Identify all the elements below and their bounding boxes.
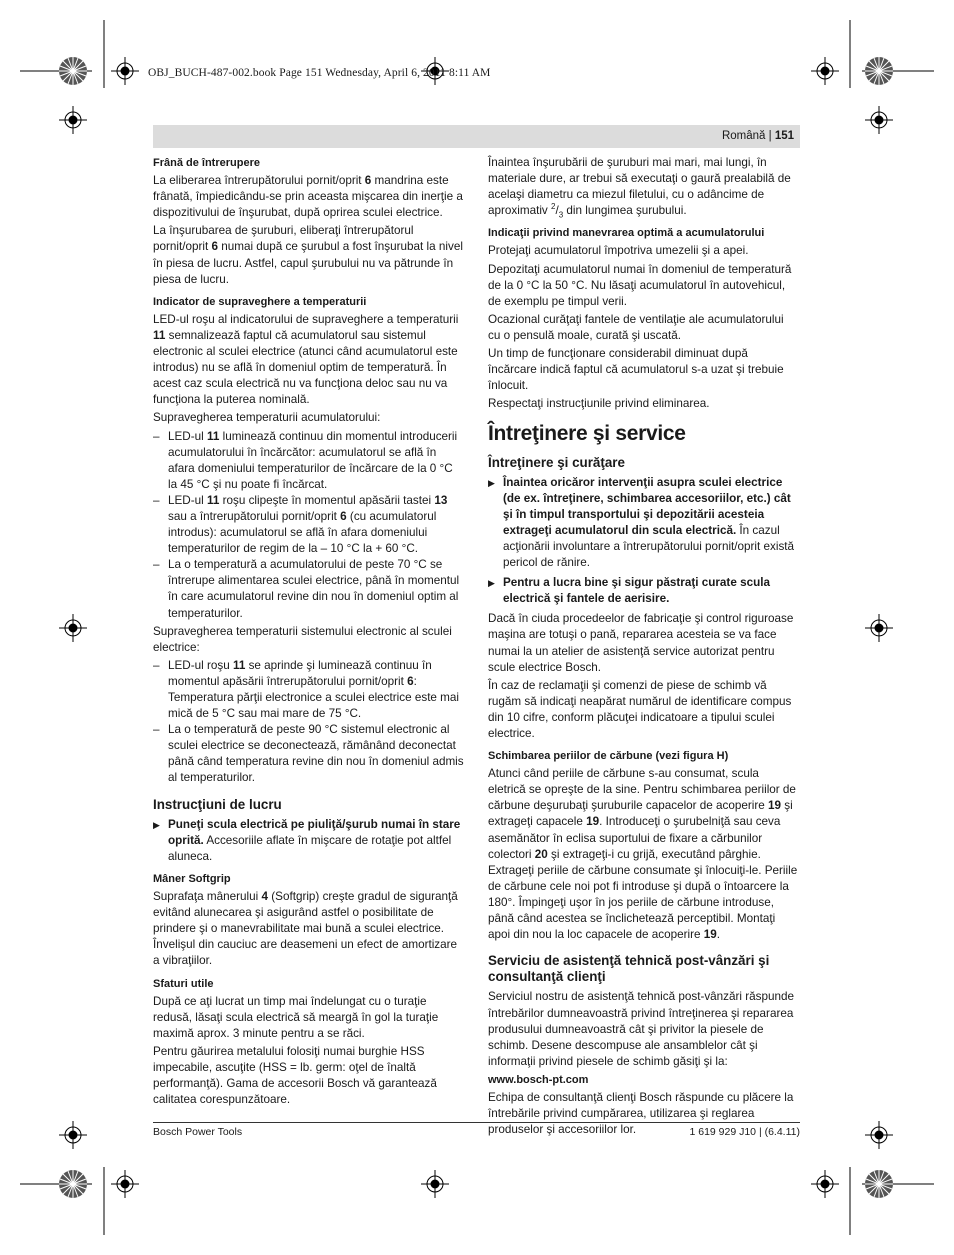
paragraph: Supravegherea temperaturii acumulatorului:: [153, 411, 381, 425]
section-subtitle: Mâner Softgrip: [153, 872, 231, 885]
starburst-icon: [865, 57, 893, 85]
print-slug: OBJ_BUCH-487-002.book Page 151 Wednesday, April 6, 2011 8:11 AM: [148, 67, 491, 79]
paragraph: Respectaţi instrucţiunile privind eliminarea.: [488, 397, 710, 411]
warning-item: ▶ Înaintea oricăror intervenţii asupra sculei electrice (de ex. întreţinere, schimbarea accesoriilor, etc.) cât şi în timpul transportului şi depozitării acesteia extrageţi acumulatorul din scula electrică. În cazul acţionării involuntare a întrerupătorului pornit/oprit există pericol de rănire.: [488, 475, 795, 570]
paragraph: LED-ul roşu al indicatorului de supraveghere a temperaturii 11 semnalizează faptul că acumulatorul sau sistemul electronic al sculei electrice (atunci când acumulatorul este introdus) nu se află în domeniul optim de temperatură. În acest caz scula electrică nu va funcţiona deloc sau nu va funcţiona la puterea nominală.: [153, 312, 459, 407]
list-item: – La o temperatură de peste 90 °C sistemul electronic al sculei electrice se deconectează, rămânând deconectat până când temperatura revine din nou în domeniul admis al temperaturilor.: [153, 723, 464, 785]
section-subtitle: Sfaturi utile: [153, 977, 214, 990]
starburst-icon: [59, 57, 87, 85]
paragraph: Depozitaţi acumulatorul numai în domeniul de temperatură de la 0 °C la 50 °C. Nu lăsaţi acumulatorul în autovehicul, de exemplu pe timpul verii.: [488, 262, 792, 308]
chapter-title: Întreţinere şi service: [488, 422, 686, 446]
crosshair-icon: [111, 57, 139, 85]
section-subtitle: Frână de întrerupere: [153, 157, 260, 169]
list-item: – LED-ul roşu 11 se aprinde şi luminează continuu în momentul apăsării întrerupătorului pornit/oprit 6: Temperatura părţii electronice a sculei electrice este mai mică de 5 °C sau mai mare de 75 °C.: [153, 658, 460, 721]
crosshair-icon: [59, 614, 87, 642]
paragraph: Ocazional curăţaţi fantele de ventilaţie ale acumulatorului cu o pensulă moale, curată şi uscată.: [488, 312, 784, 342]
paragraph: Protejaţi acumulatorul împotriva umezelii şi a apei.: [488, 244, 749, 258]
crosshair-icon: [811, 1170, 839, 1198]
header-language-page: [722, 130, 794, 142]
paragraph: Înaintea înşurubării de şuruburi mai mari, mai lungi, în materiale dure, ar trebui să executaţi o gaură prealabilă de acelaşi diametru ca miezul filetului, cu o adâncime de aproximativ $^2/_3$ din lungimea şurubului.: [488, 156, 791, 220]
paragraph: Echipa de consultanţă clienţi Bosch răspunde cu plăcere la întrebările privind cumpărarea, utilizarea şi reglarea produselor şi accesoriilor lor.: [488, 1090, 794, 1137]
paragraph: Suprafaţa mânerului 4 (Softgrip) creşte gradul de siguranţă evitând alunecarea şi asigurând astfel o posibilitate de prindere şi o manevrabilitate mai bună a sculei electrice. Învelişul din cauciuc are deasemeni un efect de amortizare a vibraţiilor.: [153, 890, 458, 968]
warning-item: ▶ Pentru a lucra bine şi sigur păstraţi curate scula electrică şi fantele de aerisire.: [488, 576, 770, 606]
triangle-bullet-icon: ▶: [153, 819, 160, 830]
dash-bullet-icon: –: [153, 723, 160, 737]
list-item: – LED-ul 11 roşu clipeşte în momentul apăsării tastei 13 sau a întrerupătorului pornit/oprit 6 (cu acumulatorul introdus): acumulatorul se află în afara domeniului temperaturilor de regim de la – 10 °C la + 60 °C.: [153, 493, 448, 556]
right-column: [488, 155, 799, 1140]
paragraph: Dacă în ciuda procedeelor de fabricaţie şi control riguroase maşina are totuşi o pană, repararea acesteia se va face numai la un atelier de asistenţă service autorizat pentru scule electrice Bosch.: [488, 612, 794, 674]
crosshair-icon: [421, 1170, 449, 1198]
header-separator: |: [768, 130, 772, 142]
page-header: [153, 125, 800, 148]
page-number: 151: [774, 130, 794, 142]
section-subtitle: Indicaţii privind manevrarea optimă a acumulatorului: [488, 227, 765, 240]
dash-list: [153, 429, 464, 622]
footer-rule: [153, 1122, 800, 1123]
list-item: – La o temperatură a acumulatorului de peste 70 °C se întrerupe alimentarea sculei electrice, până în momentul în care acumulatorul revine din nou în domeniul optim al temperaturilor.: [153, 558, 460, 620]
section-title: Serviciu de asistenţă tehnică post-vânzări şi consultanţă clienţi: [488, 953, 770, 985]
crosshair-icon: [59, 106, 87, 134]
crosshair-icon: [865, 614, 893, 642]
header-language: Română: [721, 130, 766, 142]
footer-brand: Bosch Power Tools: [153, 1126, 243, 1138]
crosshair-icon: [111, 1170, 139, 1198]
triangle-bullet-icon: ▶: [488, 578, 495, 589]
crosshair-icon: [811, 57, 839, 85]
section-title: Întreţinere şi curăţare: [488, 454, 625, 470]
left-column: [153, 155, 464, 1110]
section-title: Instrucţiuni de lucru: [153, 796, 282, 812]
footer-doc-number: 1 619 929 J10 | (6.4.11): [689, 1126, 800, 1138]
section-subtitle: Indicator de supraveghere a temperaturii: [153, 295, 367, 308]
starburst-icon: [59, 1170, 87, 1198]
section-subtitle: Schimbarea periilor de cărbune (vezi figura H): [488, 750, 729, 763]
triangle-bullet-icon: ▶: [488, 477, 495, 488]
paragraph: Atunci când periile de cărbune s-au consumat, scula eletrică se opreşte de la sine. Pentru schimbarea periilor de cărbune deşurubaţi şuruburile capacelor de acoperire 19 şi extrageţi capacele 19. Introduceţi o şurubelniţă sau ceva asemănător în eclisa suportului de fixare a cărbunilor colectori 20 şi extrageţi-i cu grijă, executând pârghie. Extrageţi periile de cărbune consumate şi înlocuiţi-le. Periile de cărbune cele noi pot fi introduse şi după o întoarcere la 180°. Împingeţi uşor în jos periile de cărbune introduse, până când acestea se înclichetează perceptibil. Montaţi apoi din nou la loc capacele de acoperire 19.: [488, 767, 798, 942]
paragraph: Serviciul nostru de asistenţă tehnică post-vânzări răspunde întrebărilor dumneavoastră privind întreţinerea şi repararea produsului dumneavoastră cât şi privitor la piesele de schimb. Desene descompuse ale ansamblelor cât şi informaţii privind piesele de schimb găsiţi şi la:: [488, 990, 794, 1068]
dash-list: [153, 658, 464, 787]
crosshair-icon: [865, 1121, 893, 1149]
dash-bullet-icon: –: [153, 493, 160, 507]
paragraph: Pentru găurirea metalului folosiţi numai burghie HSS impecabile, ascuţite (HSS = lb. germ: oţel de înaltă performanţă). Gama de accesorii Bosch vă garantează calitatea corespunzătoare.: [153, 1044, 437, 1107]
paragraph: La eliberarea întrerupătorului pornit/oprit 6 mandrina este frânată, împiedicându-se prin aceasta mişcarea din inerţie a dispozitivului de înşurubat, după oprirea sculei electrice.: [153, 174, 463, 220]
dash-bullet-icon: –: [153, 558, 160, 572]
paragraph: Supravegherea temperaturii sistemului electronic al sculei electrice:: [153, 624, 452, 654]
website-link[interactable]: www.bosch-pt.com: [488, 1073, 589, 1086]
starburst-icon: [865, 1170, 893, 1198]
dash-bullet-icon: –: [153, 658, 160, 672]
list-item: – LED-ul 11 luminează continuu din momentul introducerii acumulatorului în încărcător: acumulatorul se află în afara domeniului temperaturilor de încărcare de la 0 °C la 45 °C şi nu poate fi încărcat.: [153, 429, 458, 491]
paragraph: Un timp de funcţionare considerabil diminuat după încărcare indică faptul că acumulatorul s-a uzat şi trebuie înlocuit.: [488, 347, 784, 393]
crosshair-icon: [59, 1121, 87, 1149]
warning-item: ▶ Puneţi scula electrică pe piuliţă/şurub numai în stare oprită. Accesoriile aflate în mişcare de rotaţie pot altfel aluneca.: [153, 817, 461, 863]
paragraph: La înşurubarea de şuruburi, eliberaţi întrerupătorul pornit/oprit 6 numai după ce şurubul a fost înşurubat la nivel în piesa de lucru. Astfel, capul şurubului nu va pătrunde în piesa de lucru.: [153, 224, 463, 286]
paragraph: În caz de reclamaţii şi comenzi de piese de schimb vă rugăm să indicaţi neapărat numărul de identificare compus din 10 cifre, conform plăcuţei indicatoare a tipului sculei electrice.: [488, 678, 792, 740]
crosshair-icon: [865, 106, 893, 134]
dash-bullet-icon: –: [153, 429, 160, 443]
paragraph: După ce aţi lucrat un timp mai îndelungat cu o turaţie redusă, lăsaţi scula electrică să meargă în gol la turaţie maximă aprox. 3 minute pentru a se răci.: [153, 994, 439, 1040]
